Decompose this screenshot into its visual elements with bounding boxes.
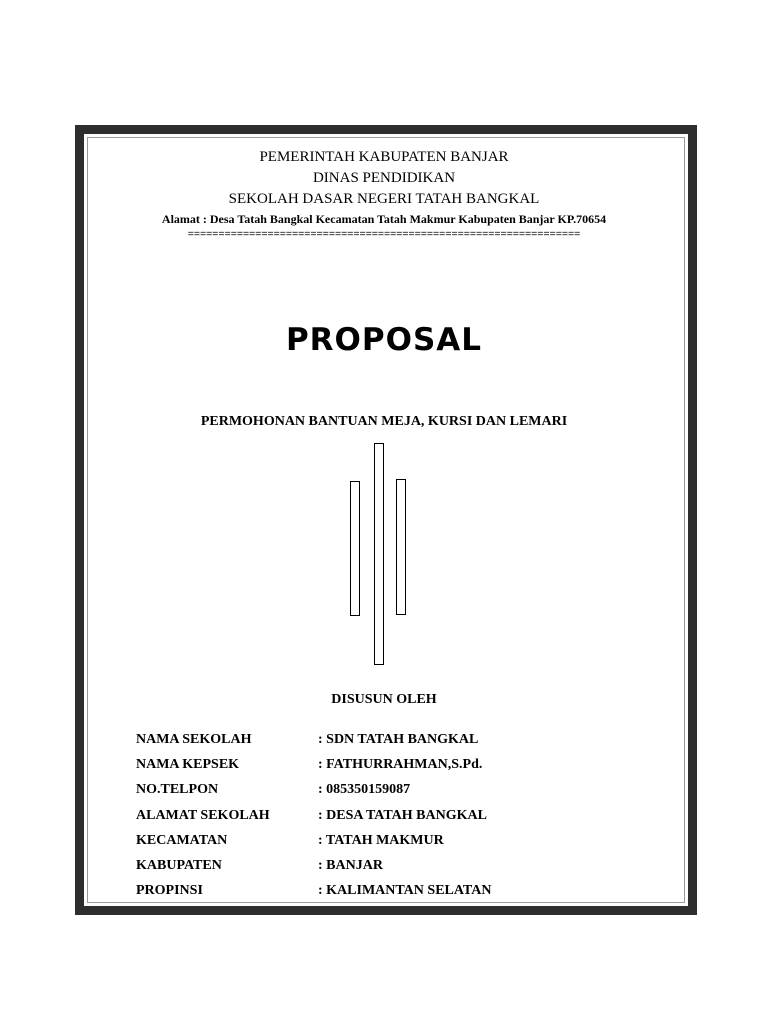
decorative-bar-middle [374,443,384,665]
info-label: KECAMATAN [136,832,228,848]
info-value: : TATAH MAKMUR [318,832,444,848]
decorative-bar-right [396,479,406,615]
info-value: : FATHURRAHMAN,S.Pd. [318,757,483,773]
info-value: : DESA TATAH BANGKAL [318,807,487,823]
header-government: PEMERINTAH KABUPATEN BANJAR [259,149,509,165]
document-subtitle: PERMOHONAN BANTUAN MEJA, KURSI DAN LEMARI [200,414,568,429]
info-value: : BANJAR [318,857,383,873]
info-value: : SDN TATAH BANGKAL [318,732,479,747]
composed-by-heading: DISUSUN OLEH [331,692,437,707]
info-value: : 085350159087 [318,782,411,798]
info-label: NO.TELPON [136,782,219,798]
info-label: ALAMAT SEKOLAH [136,807,270,823]
info-value: : KALIMANTAN SELATAN [318,883,492,899]
header-separator: ================================================================ [187,228,581,240]
info-label: NAMA SEKOLAH [136,732,252,747]
info-label: PROPINSI [136,883,203,899]
info-label: NAMA KEPSEK [136,757,240,773]
header-school-name: SEKOLAH DASAR NEGERI TATAH BANGKAL [228,191,540,207]
decorative-bar-left [350,481,360,616]
header-address: Alamat : Desa Tatah Bangkal Kecamatan Tatah Makmur Kabupaten Banjar KP.70654 [161,212,607,226]
header-department: DINAS PENDIDIKAN [312,170,456,186]
info-label: KABUPATEN [136,857,222,873]
document-title: PROPOSAL [285,322,483,358]
